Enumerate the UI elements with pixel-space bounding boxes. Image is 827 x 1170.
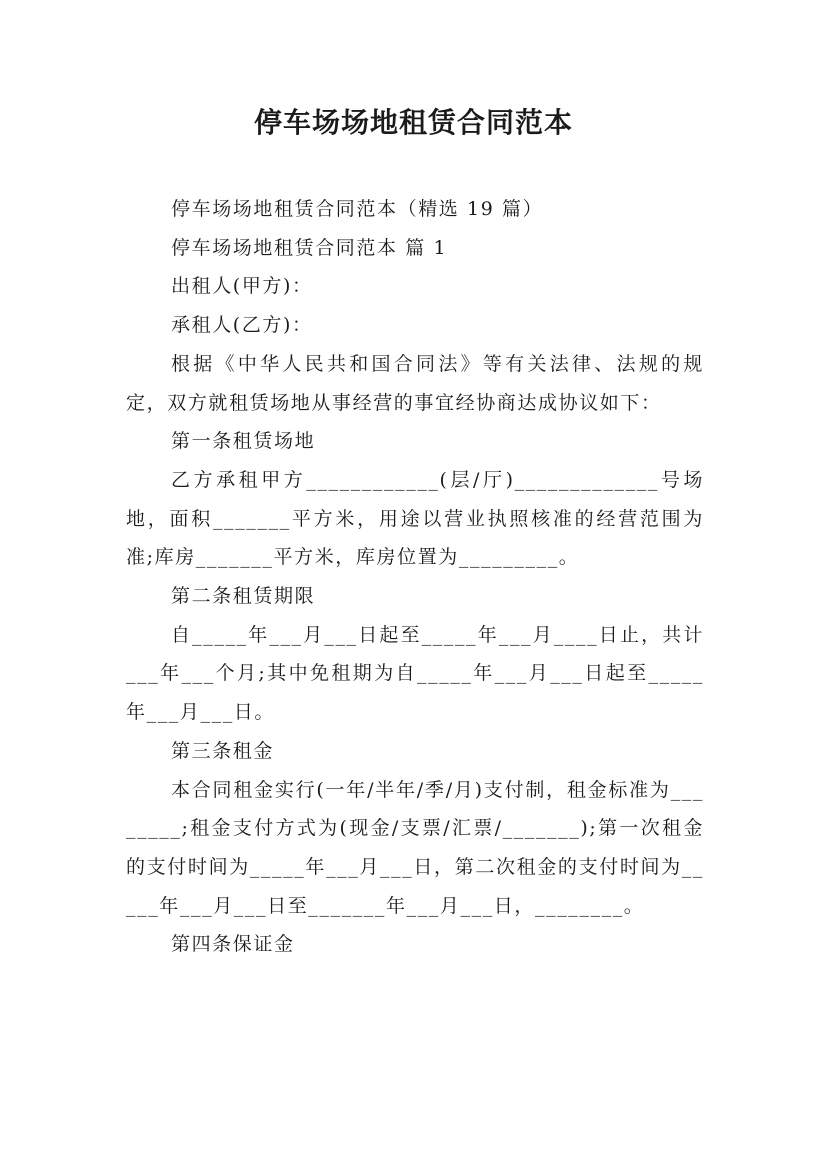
article-3-paragraph: 本合同租金实行(一年/半年/季/月)支付制，租金标准为________;租金支付方式为(现金/支票/汇票/_______);第一次租金的支付时间为_____年___月___日，第二次租金的支付时间为_____年___月___日至_______年___月___日，________。 (126, 778, 704, 917)
article-1-heading: 第一条租赁场地 (171, 430, 316, 453)
preamble-paragraph: 根据《中华人民共和国合同法》等有关法律、法规的规定，双方就租赁场地从事经营的事宜经协商达成协议如下： (126, 352, 704, 414)
article-4-heading: 第四条保证金 (171, 933, 295, 956)
section-heading-chapter-1: 停车场场地租赁合同范本 篇 1 (171, 236, 448, 259)
document-body (126, 190, 704, 964)
article-1-paragraph: 乙方承租甲方____________(层/厅)_____________号场地，面积_______平方米，用途以营业执照核准的经营范围为准;库房_______平方米，库房位置为_________。 (126, 468, 704, 569)
document-subtitle: 停车场场地租赁合同范本（精选 19 篇） (171, 198, 544, 220)
article-2-paragraph: 自_____年___月___日起至_____年___月____日止，共计___年___个月;其中免租期为自_____年___月___日起至_____年___月___日。 (126, 623, 704, 724)
lessor-line: 出租人(甲方)： (171, 275, 313, 298)
article-2-heading: 第二条租赁期限 (171, 585, 316, 608)
lessee-line: 承租人(乙方)： (171, 314, 313, 337)
document-title: 停车场场地租赁合同范本 (253, 106, 573, 139)
article-3-heading: 第三条租金 (171, 739, 275, 762)
